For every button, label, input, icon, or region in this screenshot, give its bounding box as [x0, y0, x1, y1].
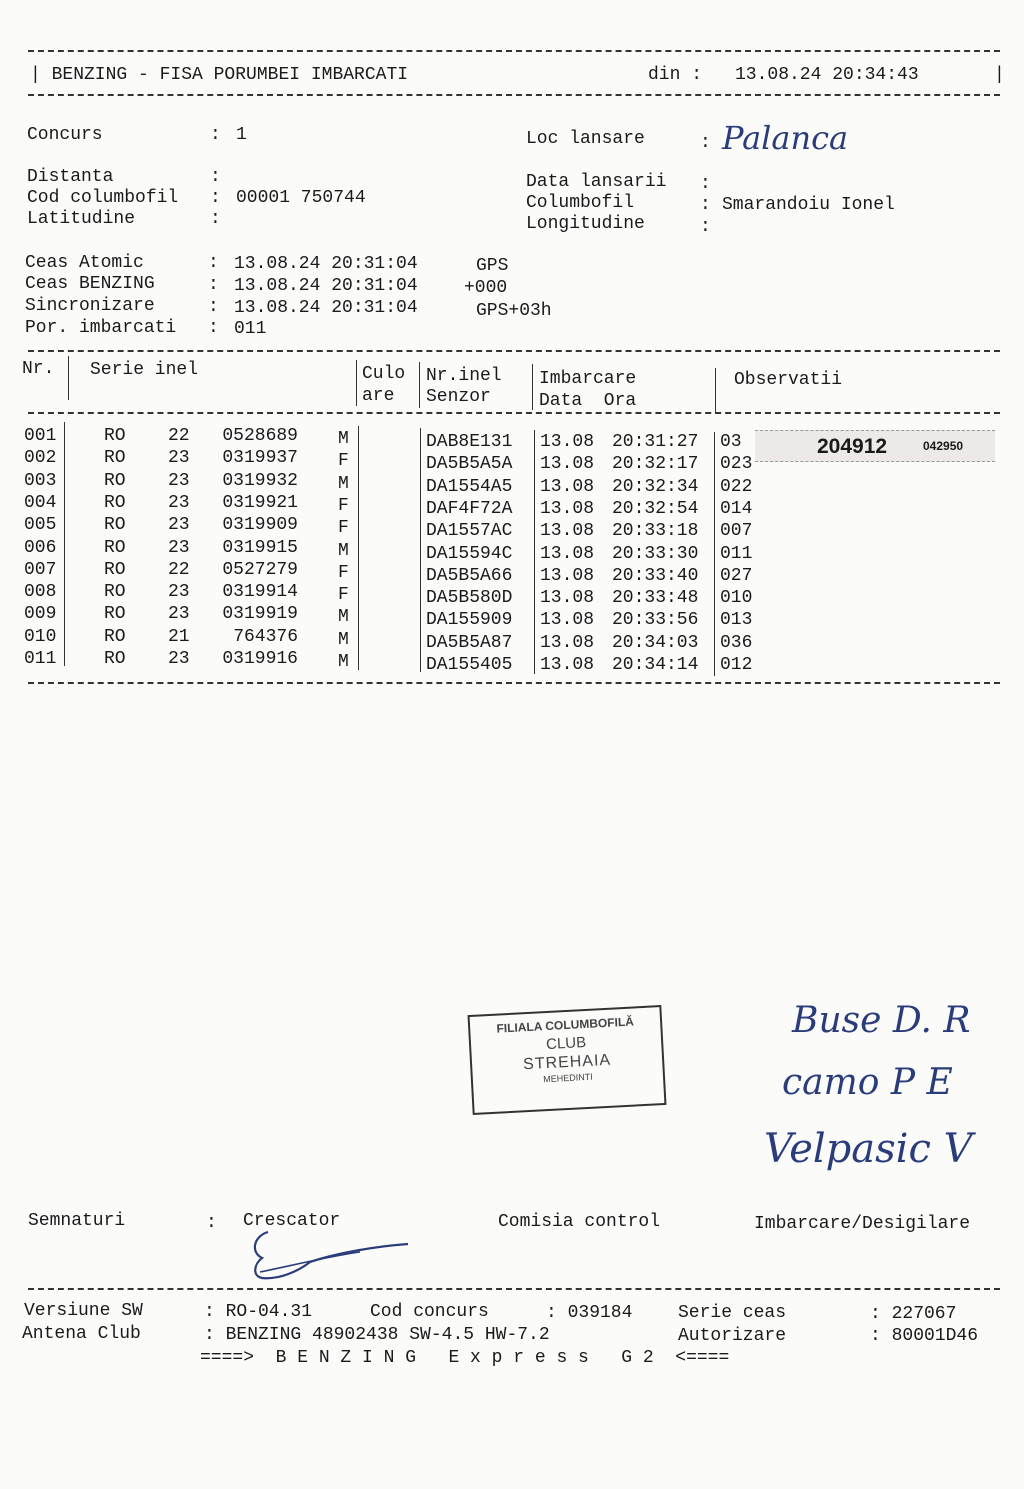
row-sensor: DAB8E131 [426, 432, 513, 452]
row-sex: F [338, 518, 349, 539]
row-time: 20:34:03 [612, 632, 699, 653]
row-year: 23 [168, 470, 190, 491]
ceas-benzing-label: Ceas BENZING [25, 274, 155, 294]
col-header-nr: Nr. [22, 359, 55, 379]
row-ring-number: 0319921 [222, 492, 298, 513]
row-nr: 004 [24, 492, 57, 513]
row-ring-number: 0319919 [222, 604, 298, 625]
row-sensor: DA5B5A66 [426, 565, 513, 586]
row-time: 20:33:30 [612, 543, 699, 564]
ceas-benzing-value: 13.08.24 20:31:04 [234, 276, 418, 296]
row-nr: 008 [24, 582, 57, 603]
row-time: 20:33:48 [612, 588, 699, 609]
row-sex: M [338, 607, 349, 628]
col-header-imbarcare: Imbarcare [539, 369, 637, 389]
table-row [0, 603, 1024, 631]
serie-ceas-label: Serie ceas [678, 1303, 787, 1323]
row-sensor: DA5B580D [426, 588, 513, 609]
col-header-culoare-2: are [362, 386, 395, 406]
distanta-sep: : [210, 167, 221, 187]
row-country: RO [104, 626, 126, 647]
cod-columbofil-label: Cod columbofil [27, 188, 179, 208]
handwritten-name-1: Buse D. R [792, 1000, 971, 1041]
comisia-control-label: Comisia control [498, 1212, 661, 1232]
data-lansarii-sep: : [700, 174, 711, 194]
concurs-label: Concurs [27, 125, 103, 145]
row-ring-number: 0319914 [222, 582, 298, 603]
header-bottom-rule [28, 94, 1000, 96]
row-ring-number: 0528689 [222, 426, 298, 446]
ceas-atomic-extra: GPS [476, 256, 509, 276]
row-country: RO [104, 515, 126, 536]
table-top-rule [28, 350, 1000, 352]
col-header-nr-inel: Nr.inel [426, 366, 502, 386]
row-date: 13.08 [540, 655, 595, 675]
header-end-bar: | [994, 65, 1005, 85]
por-imbarcati-sep: : [208, 318, 219, 338]
row-observatii: 010 [720, 588, 753, 609]
row-country: RO [104, 448, 126, 469]
document-title: | BENZING - FISA PORUMBEI IMBARCATI [30, 65, 409, 85]
cod-columbofil-sep: : [210, 188, 221, 208]
row-year: 21 [168, 626, 190, 647]
concurs-sep: : [210, 125, 221, 145]
row-year: 23 [168, 649, 190, 669]
footer-top-rule [28, 1288, 1000, 1290]
table-row [0, 626, 1024, 653]
row-observatii: 023 [720, 454, 753, 475]
sincronizare-sep: : [208, 297, 219, 317]
row-ring-number: 0319915 [222, 537, 298, 558]
autorizare-value: : 80001D46 [870, 1326, 979, 1346]
row-observatii: 013 [720, 610, 753, 631]
row-time: 20:33:56 [612, 610, 699, 631]
row-year: 22 [168, 426, 190, 446]
crescator-signature [240, 1226, 420, 1286]
versiune-sw-label: Versiune SW [24, 1301, 143, 1321]
row-sex: M [338, 473, 349, 494]
handwritten-name-2: camo P E [782, 1062, 953, 1103]
row-time: 20:31:27 [612, 432, 699, 452]
distanta-label: Distanta [27, 167, 114, 187]
row-year: 23 [168, 582, 190, 603]
row-nr: 010 [24, 626, 57, 647]
row-date: 13.08 [540, 432, 595, 452]
row-sex: M [338, 540, 349, 561]
row-country: RO [104, 470, 126, 491]
row-observatii: 022 [720, 476, 753, 497]
row-ring-number: 0319937 [222, 448, 298, 469]
row-country: RO [104, 649, 126, 669]
row-observatii: 03 [720, 432, 742, 452]
autorizare-label: Autorizare [678, 1326, 787, 1346]
col-header-observatii: Observatii [734, 370, 843, 390]
row-time: 20:32:54 [612, 498, 699, 519]
row-observatii: 012 [720, 655, 753, 675]
row-date: 13.08 [540, 565, 595, 586]
row-date: 13.08 [540, 588, 595, 609]
row-time: 20:33:40 [612, 565, 699, 586]
imbarcare-desigilare-label: Imbarcare/Desigilare [754, 1214, 971, 1234]
row-sensor: DA5B5A5A [426, 454, 513, 475]
ceas-benzing-extra: +000 [464, 278, 508, 298]
row-sex: M [338, 652, 349, 672]
row-time: 20:34:14 [612, 655, 699, 675]
table-header-rule [28, 412, 1000, 414]
col-header-data-ora: Data Ora [539, 391, 637, 411]
barcode-sticker [755, 430, 995, 462]
row-nr: 009 [24, 604, 57, 625]
row-country: RO [104, 426, 126, 446]
header-top-rule [28, 50, 1000, 52]
sticker-main-number: 204912 [817, 435, 888, 458]
col-header-culoare-1: Culo [362, 364, 406, 384]
row-observatii: 027 [720, 565, 753, 586]
cod-concurs-label: Cod concurs [370, 1302, 489, 1322]
din-label: din : [648, 65, 703, 85]
loc-lansare-handwritten: Palanca [722, 119, 849, 157]
row-year: 23 [168, 515, 190, 536]
cod-columbofil-value: 00001 750744 [236, 188, 366, 208]
columbofil-label: Columbofil [526, 193, 635, 213]
row-date: 13.08 [540, 632, 595, 653]
ceas-atomic-label: Ceas Atomic [25, 253, 144, 273]
col-header-senzor: Senzor [426, 387, 491, 407]
row-country: RO [104, 559, 126, 580]
row-sensor: DA5B5A87 [426, 632, 513, 653]
sticker-small-number: 042950 [923, 439, 964, 453]
row-nr: 001 [24, 426, 57, 446]
handwritten-name-3: Velpasic V [764, 1126, 973, 1172]
row-ring-number: 0319909 [222, 515, 298, 536]
row-ring-number: 0319932 [222, 470, 298, 491]
row-country: RO [104, 537, 126, 558]
row-sensor: DA155909 [426, 610, 513, 631]
row-nr: 005 [24, 515, 57, 536]
row-nr: 002 [24, 448, 57, 469]
row-ring-number: 0319916 [222, 649, 298, 669]
row-date: 13.08 [540, 521, 595, 542]
row-sex: F [338, 562, 349, 583]
row-time: 20:32:34 [612, 476, 699, 497]
row-country: RO [104, 582, 126, 603]
sincronizare-extra: GPS+03h [476, 301, 552, 321]
row-date: 13.08 [540, 476, 595, 497]
latitudine-label: Latitudine [27, 209, 136, 229]
table-row [0, 559, 1024, 586]
ceas-benzing-sep: : [208, 275, 219, 295]
longitudine-label: Longitudine [526, 214, 645, 234]
por-imbarcati-value: 011 [234, 319, 267, 339]
sincronizare-label: Sincronizare [25, 296, 155, 316]
semnaturi-label: Semnaturi [28, 1211, 126, 1231]
club-stamp [468, 1005, 667, 1115]
semnaturi-sep: : [206, 1213, 217, 1233]
col-divider [532, 364, 533, 410]
row-sensor: DA155405 [426, 655, 513, 675]
columbofil-value: Smarandoiu Ionel [722, 195, 895, 215]
table-row [0, 581, 1024, 609]
row-observatii: 014 [720, 498, 753, 519]
row-year: 23 [168, 492, 190, 513]
table-bottom-rule [28, 682, 1000, 684]
row-year: 23 [168, 604, 190, 625]
table-row [0, 537, 1024, 564]
stamp-line-3: STREHAIA [522, 1051, 612, 1074]
row-observatii: 007 [720, 521, 753, 542]
benzing-express-banner: ====> B E N Z I N G E x p r e s s G 2 <==== [200, 1348, 730, 1368]
col-header-serie-inel: Serie inel [90, 360, 199, 380]
row-sensor: DA1554A5 [426, 476, 513, 497]
row-year: 23 [168, 537, 190, 558]
row-observatii: 036 [720, 632, 753, 653]
row-date: 13.08 [540, 498, 595, 519]
row-sex: M [338, 629, 349, 650]
row-ring-number: 0527279 [222, 559, 298, 580]
ceas-atomic-sep: : [208, 253, 219, 273]
table-row [0, 470, 1024, 497]
stamp-line-4: MEHEDINTI [542, 1071, 593, 1085]
columbofil-sep: : [700, 195, 711, 215]
row-sex: F [338, 451, 349, 472]
table-row [0, 648, 1024, 675]
col-divider [68, 356, 69, 400]
loc-lansare-sep: : [700, 133, 711, 153]
loc-lansare-label: Loc lansare [526, 129, 645, 149]
col-divider [356, 360, 357, 406]
col-divider [715, 368, 716, 414]
sincronizare-value: 13.08.24 20:31:04 [234, 298, 418, 318]
row-time: 20:33:18 [612, 521, 699, 542]
crescator-label: Crescator [243, 1211, 341, 1231]
col-divider [419, 362, 420, 408]
row-year: 22 [168, 559, 190, 580]
stamp-line-2: CLUB [545, 1033, 587, 1054]
latitudine-sep: : [210, 209, 221, 229]
concurs-value: 1 [236, 125, 247, 145]
por-imbarcati-label: Por. imbarcati [25, 318, 177, 338]
row-sex: F [338, 585, 349, 606]
table-row [0, 514, 1024, 542]
row-nr: 003 [24, 470, 57, 491]
antena-club-label: Antena Club [22, 1324, 141, 1344]
row-time: 20:32:17 [612, 454, 699, 475]
row-sensor: DA1557AC [426, 521, 513, 542]
versiune-sw-value: : RO-04.31 [204, 1302, 313, 1322]
table-row [0, 492, 1024, 519]
row-year: 23 [168, 448, 190, 469]
din-value: 13.08.24 20:34:43 [735, 65, 919, 85]
serie-ceas-value: : 227067 [870, 1304, 957, 1324]
row-nr: 011 [24, 649, 57, 669]
row-date: 13.08 [540, 454, 595, 475]
row-sensor: DA15594C [426, 543, 513, 564]
row-observatii: 011 [720, 543, 753, 564]
stamp-line-1: FILIALA COLUMBOFILĂ [496, 1014, 635, 1036]
row-sex: M [338, 429, 349, 449]
row-country: RO [104, 604, 126, 625]
data-lansarii-label: Data lansarii [526, 172, 667, 192]
row-country: RO [104, 492, 126, 513]
row-sensor: DAF4F72A [426, 498, 513, 519]
row-sex: F [338, 495, 349, 516]
row-ring-number: 764376 [233, 626, 298, 647]
row-nr: 007 [24, 559, 57, 580]
row-date: 13.08 [540, 543, 595, 564]
row-nr: 006 [24, 537, 57, 558]
ceas-atomic-value: 13.08.24 20:31:04 [234, 254, 418, 274]
antena-club-value: : BENZING 48902438 SW-4.5 HW-7.2 [204, 1325, 550, 1345]
longitudine-sep: : [700, 217, 711, 237]
cod-concurs-value: : 039184 [546, 1303, 633, 1323]
row-date: 13.08 [540, 610, 595, 631]
